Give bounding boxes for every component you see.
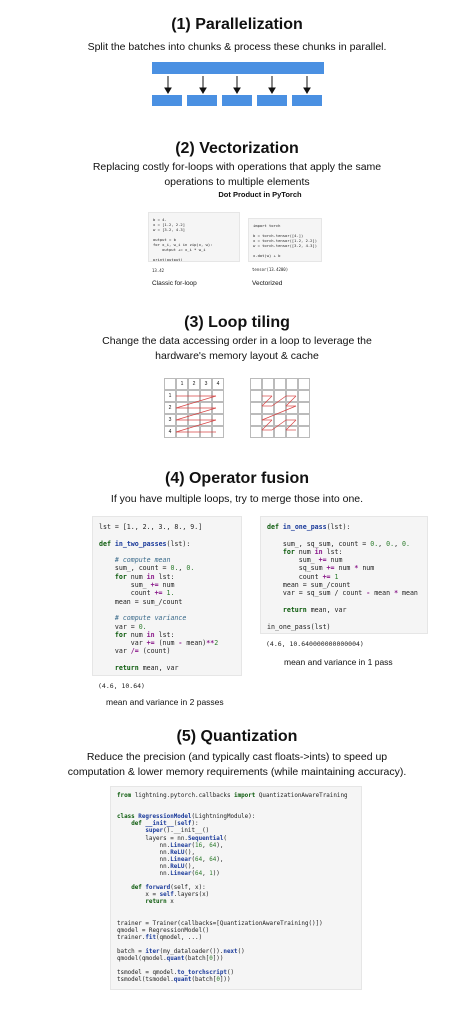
loop-tiling-desc-line-2: hardware's memory layout & cache bbox=[155, 350, 319, 362]
chunk-2 bbox=[187, 95, 217, 106]
chunk-5 bbox=[292, 95, 322, 106]
vectorization-desc-line-2: operations to multiple elements bbox=[164, 176, 310, 188]
batch-bar bbox=[152, 62, 324, 74]
grid-row-label: 2 bbox=[168, 405, 172, 411]
two-pass-output: (4.6, 10.64) bbox=[98, 682, 145, 690]
operator-fusion-description: If you have multiple loops, try to merge those into one. bbox=[110, 493, 364, 505]
quantization-code: from lightning.pytorch.callbacks import QuantizationAwareTraining class RegressionModel(LightningModule): def __init__(self): super().__init__() layers = nn.Sequential( nn.Linear(16, 64), nn.ReLU(), nn.Linear(64, 64), nn.ReLU(), nn.Linear(64, 1)) def forward(self, x): x = self.layers(x) return x trainer = Trainer(callbacks=[QuantizationAwareTraining()]) qmodel = RegressionModel() trainer.fit(qmodel, ...) batch = iter(my_dataloader()).next() qmodel(qmodel.quant(batch[0])) tsmodel = qmodel.to_torchscript() tsmodel(tsmodel.quant(batch[0])) bbox=[110, 786, 362, 990]
classic-loop-caption: Classic for-loop bbox=[152, 280, 197, 287]
vectorized-code: import torch b = torch.tensor([4.]) x = torch.tensor([1.2, 2.2]) w = torch.tensor([3.2, 4.3]) x.dot(w) + b bbox=[248, 218, 322, 262]
classic-loop-code: b = 4. x = [1.2, 2.2] w = [3.2, 4.3] output = b for x_i, w_i in zip(x, w): output += x_i * w_i print(output) bbox=[148, 212, 240, 262]
one-pass-caption: mean and variance in 1 pass bbox=[284, 657, 393, 667]
vectorization-description bbox=[10, 160, 464, 190]
vectorization-title: (2) Vectorization bbox=[175, 140, 299, 157]
vectorization-desc-line-1: Replacing costly for-loops with operations that apply the same bbox=[92, 161, 382, 173]
chunk-1 bbox=[152, 95, 182, 106]
one-pass-output: (4.6, 10.640000000000004) bbox=[266, 640, 364, 648]
grid-row-label: 3 bbox=[168, 417, 172, 423]
parallelization-title: (1) Parallelization bbox=[171, 16, 303, 33]
classic-loop-output: 13.42 bbox=[152, 268, 165, 273]
one-pass-code: def in_one_pass(lst): sum_, sq_sum, count = 0., 0., 0. for num in lst: sum_ += num sq_sum += num * num count += 1 mean = sum_/count var = sq_sum / count - mean * mean return mean, var in_one_pass(lst) bbox=[260, 516, 428, 634]
vectorized-output: tensor(13.4200) bbox=[252, 267, 289, 272]
parallel-arrows bbox=[0, 74, 474, 114]
parallelization-description: Split the batches into chunks & process these chunks in parallel. bbox=[87, 41, 387, 53]
vectorized-caption: Vectorized bbox=[252, 280, 283, 287]
grid-row-label: 4 bbox=[168, 429, 172, 435]
grid-column-label: 1 bbox=[180, 381, 184, 387]
quantization-desc-line-1: Reduce the precision (and typically cast floats->ints) to speed up bbox=[86, 751, 388, 763]
chunk-3 bbox=[222, 95, 252, 106]
two-pass-caption: mean and variance in 2 passes bbox=[106, 697, 224, 707]
chunk-4 bbox=[257, 95, 287, 106]
quantization-desc-line-2: computation & lower memory requirements (while maintaining accuracy). bbox=[67, 766, 407, 778]
loop-tiling-title: (3) Loop tiling bbox=[184, 314, 290, 331]
loop-tiling-desc-line-1: Change the data accessing order in a loop to leverage the bbox=[102, 335, 372, 347]
quantization-description bbox=[10, 750, 464, 780]
grid-column-label: 4 bbox=[216, 381, 220, 387]
operator-fusion-title: (4) Operator fusion bbox=[164, 470, 309, 487]
quantization-title: (5) Quantization bbox=[176, 728, 298, 745]
grid-column-label: 3 bbox=[204, 381, 208, 387]
access-order-arrows bbox=[0, 370, 474, 450]
dot-product-subtitle: Dot Product in PyTorch bbox=[218, 190, 302, 199]
grid-column-label: 2 bbox=[192, 381, 196, 387]
grid-row-label: 1 bbox=[168, 393, 172, 399]
two-pass-code: lst = [1., 2., 3., 8., 9.] def in_two_passes(lst): # compute mean sum_, count = 0., 0. for num in lst: sum_ += num count += 1. mean = sum_/count # compute variance var = 0. for num in lst: var += (num - mean)**2 var /= (count) return mean, var bbox=[92, 516, 242, 676]
loop-tiling-description bbox=[10, 334, 464, 364]
